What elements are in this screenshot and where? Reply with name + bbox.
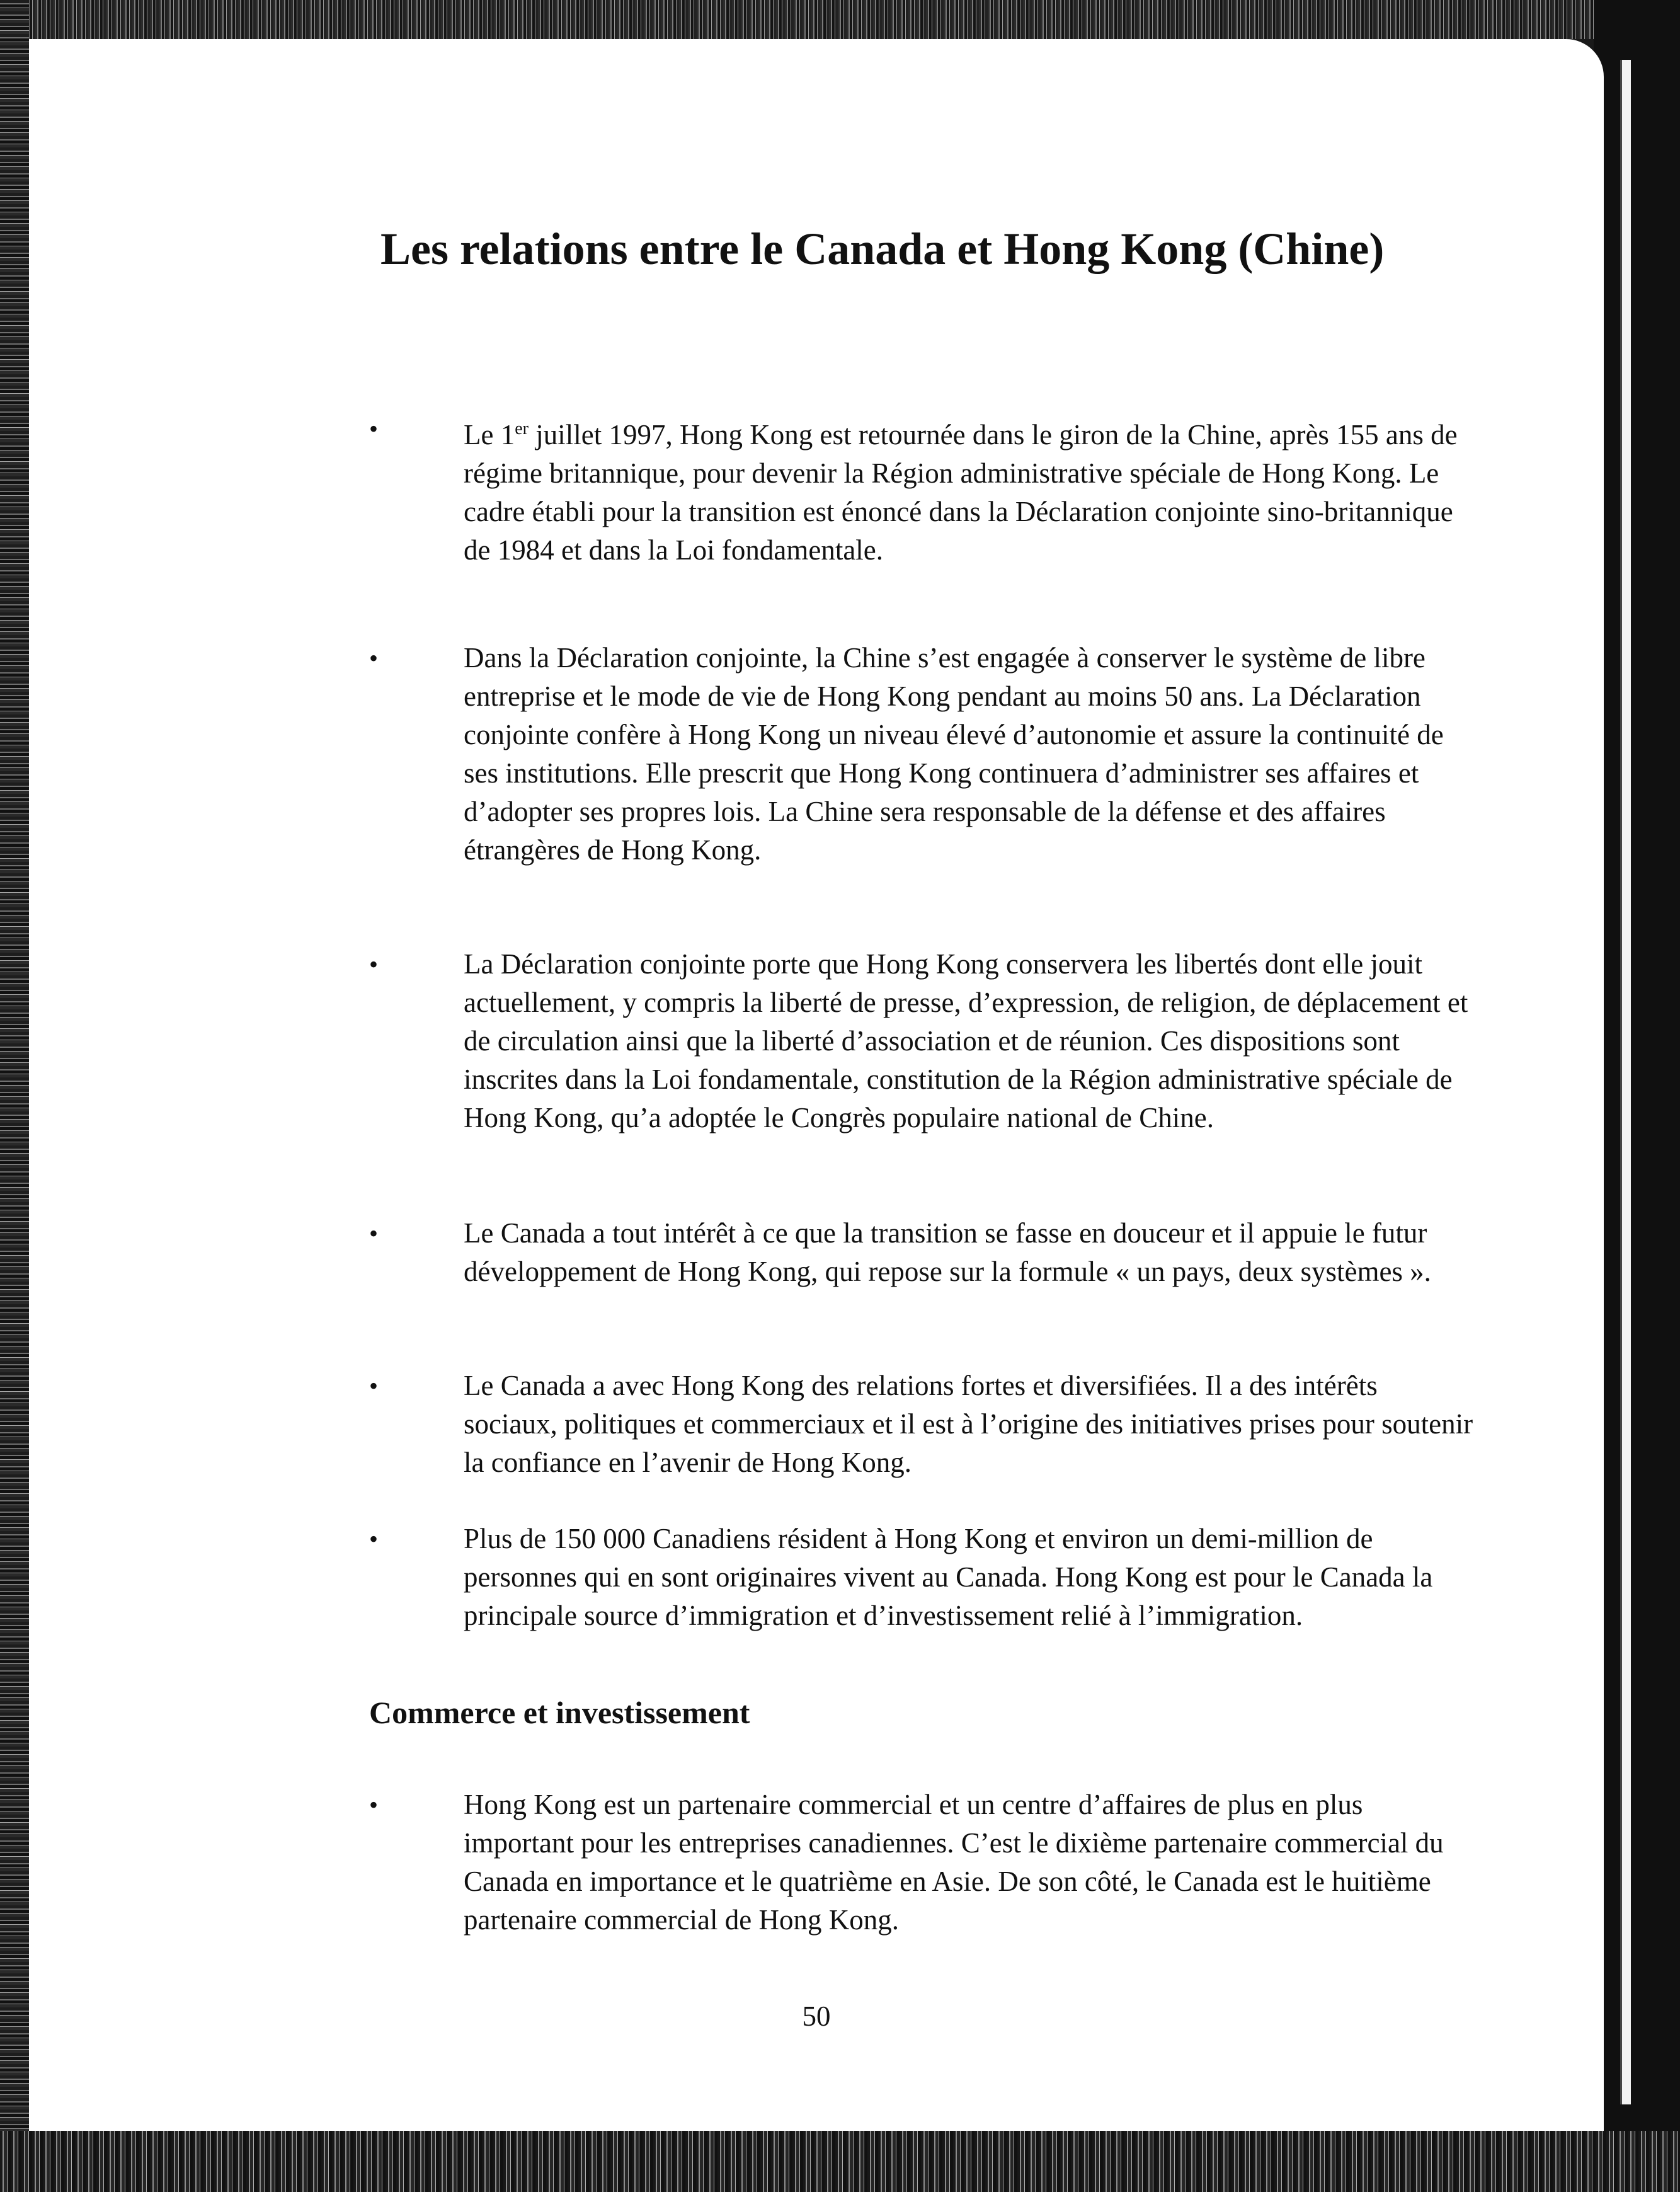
bullet-text: Le 1er juillet 1997, Hong Kong est retournée dans le giron de la Chine, après 155 ans de régime britannique, pour devenir la Région administrative spéciale de Hong Kong. Le cadre établi pour la transition est énoncé dans la Déclaration conjointe sino-britannique de 1984 et dans la Loi fondamentale. [464,419,1458,566]
scan-border-left [0,0,29,2192]
bullet-icon: • [369,1791,379,1819]
scan-border-top [0,0,1680,39]
bullet-icon: • [369,1219,379,1248]
bullet-icon: • [369,644,379,672]
bullet-text: Le Canada a avec Hong Kong des relations fortes et diversifiées. Il a des intérêts sociaux, politiques et commerciaux et il est à l’origine des initiatives prises pour soutenir la confiance en l’avenir de Hong Kong. [464,1370,1473,1478]
bullet-icon: • [369,1372,379,1400]
page-number: 50 [802,2000,831,2032]
bullet-icon: • [369,1525,379,1553]
list-item [369,945,1478,1214]
page-edge-binding [1620,60,1631,2104]
bullet-text: Hong Kong est un partenaire commercial et un centre d’affaires de plus en plus important pour les entreprises canadiennes. C’est le dixième partenaire commercial du Canada en importance et le quatrième en Asie. De son côté, le Canada est le huitième partenaire commercial de Hong Kong. [464,1789,1444,1936]
page-content [29,39,1604,2131]
document-page [29,39,1604,2131]
bullet-icon: • [369,950,379,978]
scan-border-bottom [0,2131,1680,2192]
bullet-text: Dans la Déclaration conjointe, la Chine s’est engagée à conserver le système de libre entreprise et le mode de vie de Hong Kong pendant au moins 50 ans. La Déclaration conjointe confère à Hong Kong un niveau élevé d’autonomie et assure la continuité de ses institutions. Elle prescrit que Hong Kong continuera d’administrer ses affaires et d’adopter ses propres lois. La Chine sera responsable de la défense et des affaires étrangères de Hong Kong. [464,642,1444,866]
bullet-text: Plus de 150 000 Canadiens résident à Hong Kong et environ un demi-million de personnes qui en sont originaires vivent au Canada. Hong Kong est pour le Canada la principale source d’immigration et d’investissement relié à l’immigration. [464,1523,1433,1631]
list-item [369,1214,1478,1329]
scan-border-right [1594,0,1680,2192]
list-item [369,410,1478,602]
bullet-text: La Déclaration conjointe porte que Hong Kong conservera les libertés dont elle jouit actuellement, y compris la liberté de presse, d’expression, de religion, de déplacement et de circulation ainsi que la liberté d’association et de réunion. Ces dispositions sont inscrites dans la Loi fondamentale, constitution de la Région administrative spéciale de Hong Kong, qu’a adoptée le Congrès populaire national de Chine. [464,948,1468,1133]
list-item [369,1786,1478,1978]
list-item [369,639,1478,908]
page-title: Les relations entre le Canada et Hong Kong (Chine) [380,224,1385,274]
bullet-icon: • [369,415,379,443]
list-item [369,1367,1478,1482]
bullet-text: Le Canada a tout intérêt à ce que la transition se fasse en douceur et il appuie le futur développement de Hong Kong, qui repose sur la formule « un pays, deux systèmes ». [464,1217,1431,1287]
section-heading: Commerce et investissement [369,1695,750,1730]
list-item [369,1520,1478,1673]
